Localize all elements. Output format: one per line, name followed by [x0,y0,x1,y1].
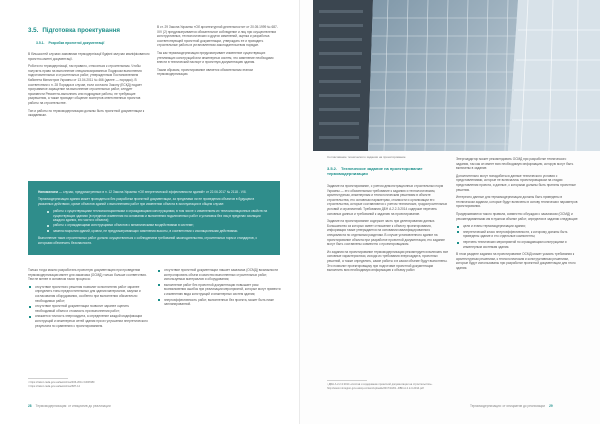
subsection-title: Техническое задание на проектирование термомодернизации [327,166,423,176]
footnote: ¹ https://zakon.rada.gov.ua/laws/show/466-2011-%D0%BF [28,381,95,384]
bullet-list [28,285,150,328]
paragraph: Таким образом, проектирование является обязательным этапом термомодернизации. [157,67,253,77]
paragraph: Придерживаются такого правила, совместно обсуждая с заказчиком (ОСМД) и рекомендованными им в нужном объеме работ, определяя в задании следующие: [456,211,579,221]
left-lower-column-1 [28,268,150,331]
bullet-item: цели и этапы термомодернизации здания; [456,224,580,229]
page-number: 29 [549,404,553,408]
paragraph: Только тогда можно разработать проектную документацию при проведении термомодернизации имеет для заказчика (ОСМД) только больше соответствия. Тем не менее в основном таких процесса: [28,268,147,282]
paragraph: В ст. 29 Закона Украины «Об архитектурной деятельности» от 20.05.1999 № 687-XIV (2) предусматривается обязательное соблюдение и лиц при осуществлении конструктивных, технологических и других изменений, оценка и разработка соответствующей проектной документации, утверждать ее и проводить строительные работы в установленном законодательством порядке. [157,25,278,48]
paragraph: Так как термомодернизация предусматривает изменение существующих утепляющих конструкций или инженерных систем, это изменение необходимо внести в технический паспорт и проектную документацию здания. [157,50,274,65]
callout-bullet: работы с существующими теплоизоляционными и ограждающими конструкциями, в том числе с изменением их теплоизоляционных свойств на существующих зданиях (в пределах изменения на основании и выполнения подключенных работ и установок без лиц в пределах изоляции каждого здания, его части и объекта); [46,209,270,222]
subsection-heading [36,41,104,46]
page-footer [470,404,553,408]
bullet-list [157,268,281,307]
callout-bullet: работы с ограждающими конструкциями объектов с механическими воздействиями в системе; [46,223,270,227]
section-heading [28,27,120,34]
bullet-item: отсутствие проектной документации лишает заказчика (ОСМД) возможности контролировать объем и качество выполненных строительных работ, используемых материалов и оборудования; [157,268,281,282]
building-photo [313,0,600,151]
paragraph: Задание на проектирование, с учетом демонстрационных строительных норм Украины — это обязательным требование к заданию и технологическим, архитектурным, инженерным и технологическим решениям в объекте строительства, его основным параметрам, стоимости и организации его строительства, которые составляются с учетом технических, градостроительных условий и ограничений. Требования ДБН А.2.2-3:2014 содержат перечень основных данных и требований к заданию на проектирование. [327,184,448,216]
callout-intro-text: — случаи, предусмотренных в п. 12 Закона Украины «Об энергетической эффективности зданий» от 22.06.2017 № 2118 - VIII. [58,190,247,194]
bullet-item: выполнение работ без проектной документации повышает риск возникновения ошибок при реализации мероприятий, которые могут привести к изменению вида конструкций и инженерных систем здания; [157,283,281,297]
paragraph: В этом разделе задания на проектирование ОСМД может указать требования к архитектурным решениям, к технологическим и конструктивным решениям, которые будут использованы при разработке проектной документации для этого здания. [456,252,576,270]
footnote-divider [28,378,68,379]
paragraph: В більшостей случаях замовники термодернізації будівлі залучає кваліфікованого проектно-сметні документації. [28,52,150,61]
right-column-1 [327,184,449,276]
paragraph: Энергоаудитор может рекомендовать ОСМД при разработке технического задания, так как он имеет всю необходимую информацию, которую могут быть включены в задание. [456,157,574,171]
footnote: ² https://zakon.rada.gov.ua/laws/show/687-14 [28,384,80,388]
photo-caption: Согласование технического задания на проектирование [327,155,406,159]
right-subsection-heading [327,166,447,176]
building-illustration [313,0,600,151]
footnote: http://www.minregion.gov.ua/wp-content/uploads/2017/10/01.-DBN-A.2.2-3-2014.pdf [327,386,424,390]
section-title: Підготовка проектування [42,27,121,34]
page-number: 28 [28,404,32,408]
callout-bullet-list [38,209,270,233]
callout-content [38,190,270,248]
bullet-list [456,224,580,249]
bullet-item: снижается точность энергоаудита, а определение каждой модификации конструкций и инженерных сетей здания при их улучшении энергетического результата по сравнению с проектированием. [28,314,150,328]
footer-title: Термомодернизация: от инициатив до реализации [470,404,546,408]
bullet-item: энергетический класс энергоэффективности, к которому должны быть приведены здание и его отдельные компоненты; [456,230,580,239]
subsection-number: 3.5.1. [36,41,45,45]
callout-outro: Выполнение таких строительных работ должно осуществляться с соблюдением требований законодательства, строительных норм и стандартов, с которыми обеспечить безопасности. [38,236,258,245]
left-lower-column-2 [157,268,281,310]
footnote-divider [327,380,367,381]
paragraph: Из задания на проектирование термомодернизации рекомендуется включать все основные характеристики, исходя из требования энергоаудита, проектных решений, а также определять, какие работы и в каком объеме будут выполнены. Это позволит проектировщику при подготовке проектной документации выполнить всю необходимую информацию к объему работ. [327,249,449,273]
footnote: ¹ ДБН А.2.2-3:2014 «Состав и содержание проектной документации на строительство». [327,383,433,386]
callout-bullet: замена покрытия зданий, кровли, не предусматривающих изменения высоты, в соответствии с изоляционными действиями. [46,229,270,233]
page-footer [28,404,111,408]
callout-paragraph: Термомодернизация здания может проводиться без разработки проектной документации, за пределами ли ее проведения объектов в будущем в указанных действиях, кроме объектов зданий с выполнением работ при изменении объекта в эксплуатации в общем случае: [38,197,255,206]
paragraph: Дополнительно могут понадобиться данные технического условия с представлениями, которые не включались проектировщиком на стадии представления проекта, и данные, с которыми должны быть приняты проектные решения. [456,173,576,192]
footnotes [28,381,278,388]
section-number: 3.5. [28,27,39,34]
paragraph: Роботи по термодернізації, так правило, относяться к строительным. Чтобы получить право на выполнение специализированных Подярком выполнения подготовительных и строительных работ, утвержденным Постановлением Кабинета Министров Украины от 13.04.2011 № 466 (далее — порядок). В соответствии с п. 28 Порядка в случае, если согласно Закону (ЕСКД) подает программное заращение на выполнение строительных работ, следует произвести Ремонтно-выполнять или подрядные работы, не требующие разрешения, а также проводит общение экспертов ответственных проектов работы на строительстве. [28,64,142,105]
footer-title: Термомодернизация: от инициатив до реализации [35,404,111,408]
bullet-item: энергоэффективность работ, выполненных без проекта, может быть ниже запланированной. [157,298,281,307]
left-column-1 [28,52,150,121]
subsection-title: Розробка проектної документації [48,41,105,45]
right-column-2 [456,157,580,273]
footnotes [327,383,577,390]
bullet-item: отсутствие проектного решения позволит исполнителю работ заранее определить типы предпочтительных для здания материалов, закупки и согласования оборудования, особенно при выполнения обязательно необходимых работ; [28,285,150,303]
callout-label: Напоминаем [38,190,59,194]
callout-intro [38,190,270,194]
left-column-2 [157,25,281,80]
bullet-item: отсутствие проектной документации позволит заранее оценить необходимый объем и стоимость при выполнении работ; [28,304,150,313]
bullet-item: перечень технических мероприятий по ограждающим конструкциям и инженерным системам здания. [456,240,580,249]
subsection-number: 3.5.2. [327,166,338,171]
paragraph: Тип и работы по термомодернизации должны быть проектной документации к ожидаемым. [28,108,145,118]
reminder-callout-box [28,181,280,255]
paragraph: Задание на проектирование содержит часть при делегировании данных. Большинство из которых имеет отношение к объекту проектирования, информация также утверждается на основании квалифицированного специалиста по отдельным разделам. В случае установленного здание на проектирование объекта при разработке проектной документации, его задание могут быть составлены совместно с проектировщиком. [327,219,445,247]
paragraph: Интересно данные для термомодернизации должны быть приведены в техническом задании, которые будут включены в основу технических параметров проектирования. [456,195,578,209]
